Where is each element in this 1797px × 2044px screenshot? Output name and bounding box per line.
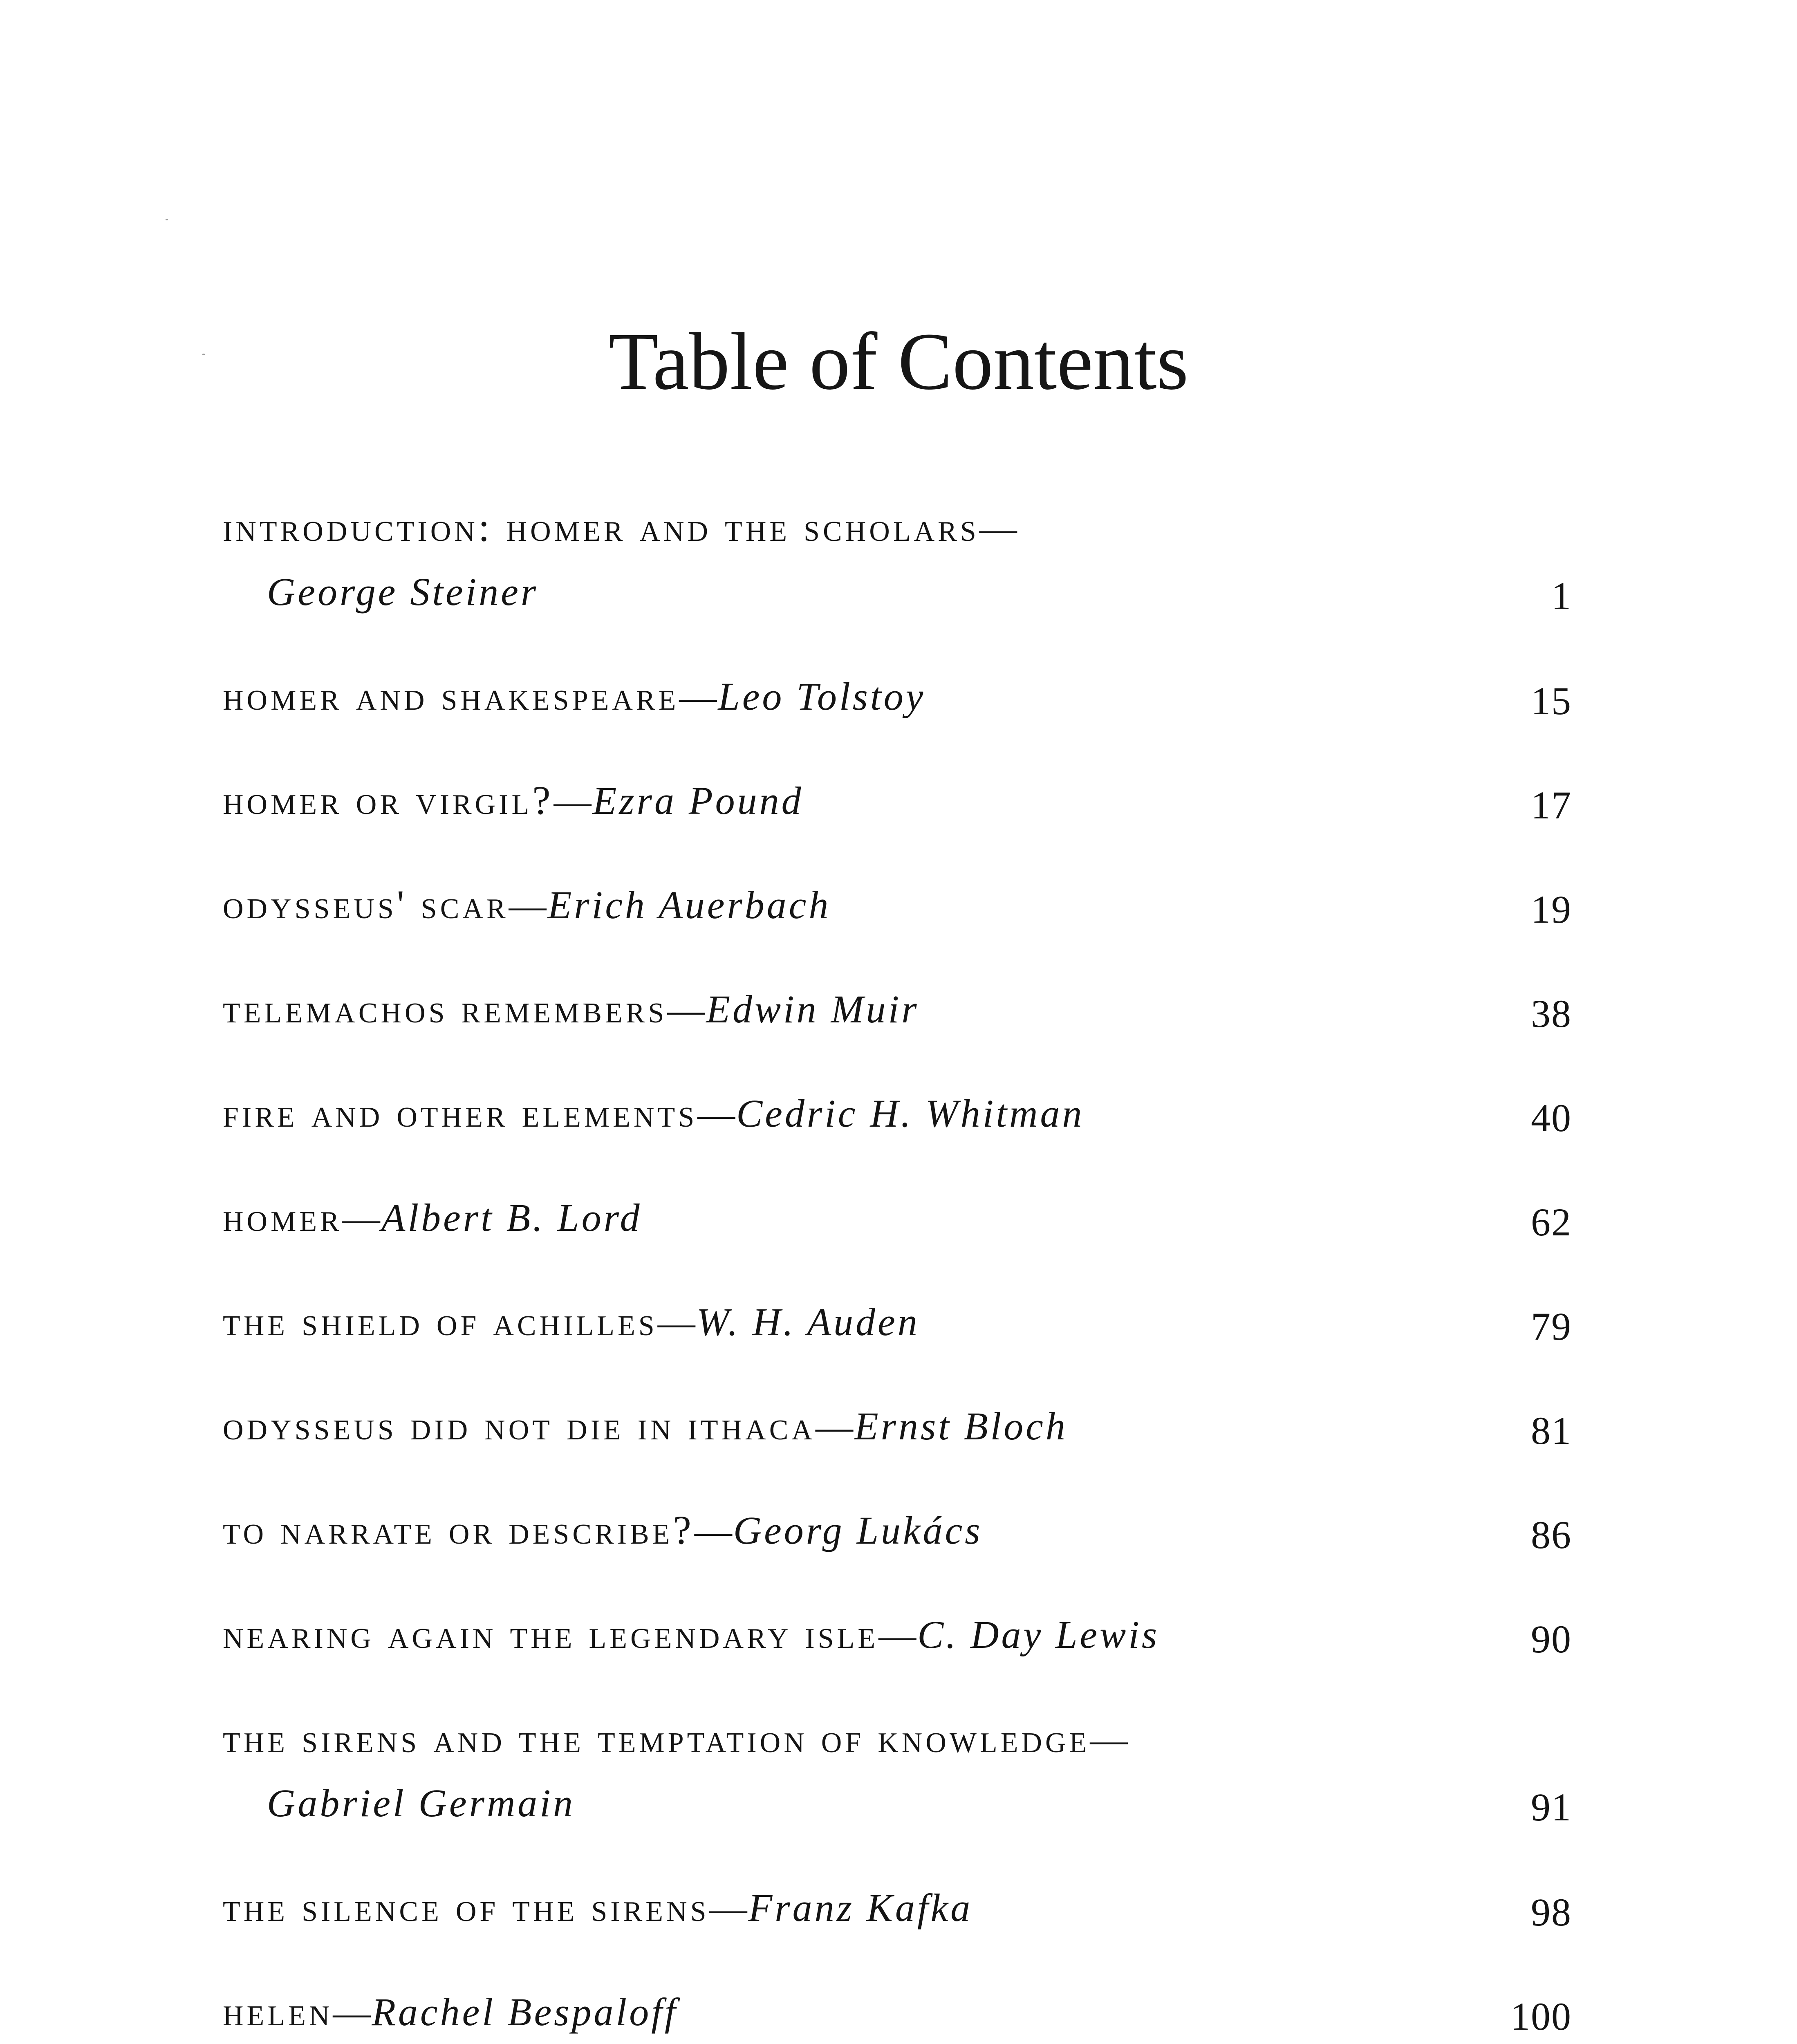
entry-dash: — xyxy=(679,676,718,718)
entry-author: Georg Lukács xyxy=(733,1508,983,1552)
entry-title: odysseus' scar xyxy=(223,882,509,927)
entry-line-continued xyxy=(267,1779,575,1828)
entry-dash: — xyxy=(333,1992,372,2033)
page-title: Table of Contents xyxy=(608,316,1189,407)
entry-page-number: 91 xyxy=(1531,1785,1572,1829)
entry-author: Edwin Muir xyxy=(706,987,919,1031)
entry-page-number: 15 xyxy=(1531,679,1572,723)
entry-title: the silence of the sirens xyxy=(223,1885,710,1930)
entry-line xyxy=(223,1401,1068,1451)
entry-title: homer or virgil? xyxy=(223,778,554,823)
entry-title: the sirens and the temptation of knowledge xyxy=(223,1716,1090,1761)
entry-line xyxy=(223,1297,920,1347)
entry-line xyxy=(223,503,1018,553)
entry-page-number: 38 xyxy=(1531,992,1572,1035)
entry-title: to narrate or describe? xyxy=(223,1507,695,1553)
entry-line xyxy=(223,1506,983,1555)
entry-author: Leo Tolstoy xyxy=(718,675,926,718)
entry-dash: — xyxy=(657,1302,697,1343)
entry-author: Albert B. Lord xyxy=(381,1196,642,1239)
entry-author: Franz Kafka xyxy=(748,1886,973,1930)
entry-dash: — xyxy=(979,507,1018,549)
entry-author: C. Day Lewis xyxy=(917,1613,1160,1656)
entry-dash: — xyxy=(697,1093,737,1135)
entry-dash: — xyxy=(878,1614,918,1656)
entry-dash: — xyxy=(694,1510,733,1552)
entry-line xyxy=(223,1193,642,1243)
entry-title: helen xyxy=(223,1989,333,2034)
entry-line xyxy=(223,1883,972,1933)
entry-line xyxy=(223,1089,1084,1139)
entry-line xyxy=(223,672,925,722)
entry-author: W. H. Auden xyxy=(696,1300,920,1344)
entry-dash: — xyxy=(709,1887,748,1929)
entry-title: nearing again the legendary isle xyxy=(223,1611,879,1657)
entry-dash: — xyxy=(815,1406,854,1448)
entry-page-number: 19 xyxy=(1531,888,1572,931)
entry-line xyxy=(223,984,919,1034)
entry-dash: — xyxy=(509,885,548,926)
entry-line xyxy=(223,1987,678,2037)
entry-page-number: 79 xyxy=(1531,1304,1572,1348)
entry-page-number: 17 xyxy=(1531,783,1572,827)
entry-page-number: 1 xyxy=(1551,574,1572,618)
entry-title: introduction: homer and the scholars xyxy=(223,504,979,550)
entry-page-number: 100 xyxy=(1510,1995,1572,2038)
entry-author: Ernst Bloch xyxy=(854,1404,1068,1448)
entry-author: Erich Auerbach xyxy=(547,883,831,927)
entry-title: telemachos remembers xyxy=(223,986,668,1031)
entry-page-number: 81 xyxy=(1531,1409,1572,1452)
entry-page-number: 90 xyxy=(1531,1617,1572,1661)
entry-page-number: 98 xyxy=(1531,1890,1572,1934)
entry-page-number: 40 xyxy=(1531,1096,1572,1140)
entry-line xyxy=(223,776,804,826)
entry-page-number: 62 xyxy=(1531,1200,1572,1244)
entry-dash: — xyxy=(667,989,706,1031)
entry-author: Cedric H. Whitman xyxy=(736,1091,1084,1135)
entry-dash: — xyxy=(1090,1719,1129,1760)
entry-author: Ezra Pound xyxy=(592,779,804,823)
entry-author: Gabriel Germain xyxy=(267,1781,575,1825)
entry-title: the shield of achilles xyxy=(223,1299,658,1344)
paper-speck xyxy=(166,219,168,220)
entry-title: odysseus did not die in ithaca xyxy=(223,1403,816,1448)
entry-line xyxy=(223,880,831,930)
entry-title: fire and other elements xyxy=(223,1090,698,1136)
entry-title: homer xyxy=(223,1195,343,1240)
entry-line-continued xyxy=(267,567,538,617)
entry-title: homer and shakespeare xyxy=(223,673,679,719)
entry-dash: — xyxy=(342,1197,381,1239)
entry-dash: — xyxy=(553,780,593,822)
entry-line xyxy=(223,1714,1129,1764)
entry-author: George Steiner xyxy=(267,570,539,614)
entry-line xyxy=(223,1610,1159,1660)
entry-page-number: 86 xyxy=(1531,1513,1572,1557)
entry-author: Rachel Bespaloff xyxy=(372,1990,678,2034)
